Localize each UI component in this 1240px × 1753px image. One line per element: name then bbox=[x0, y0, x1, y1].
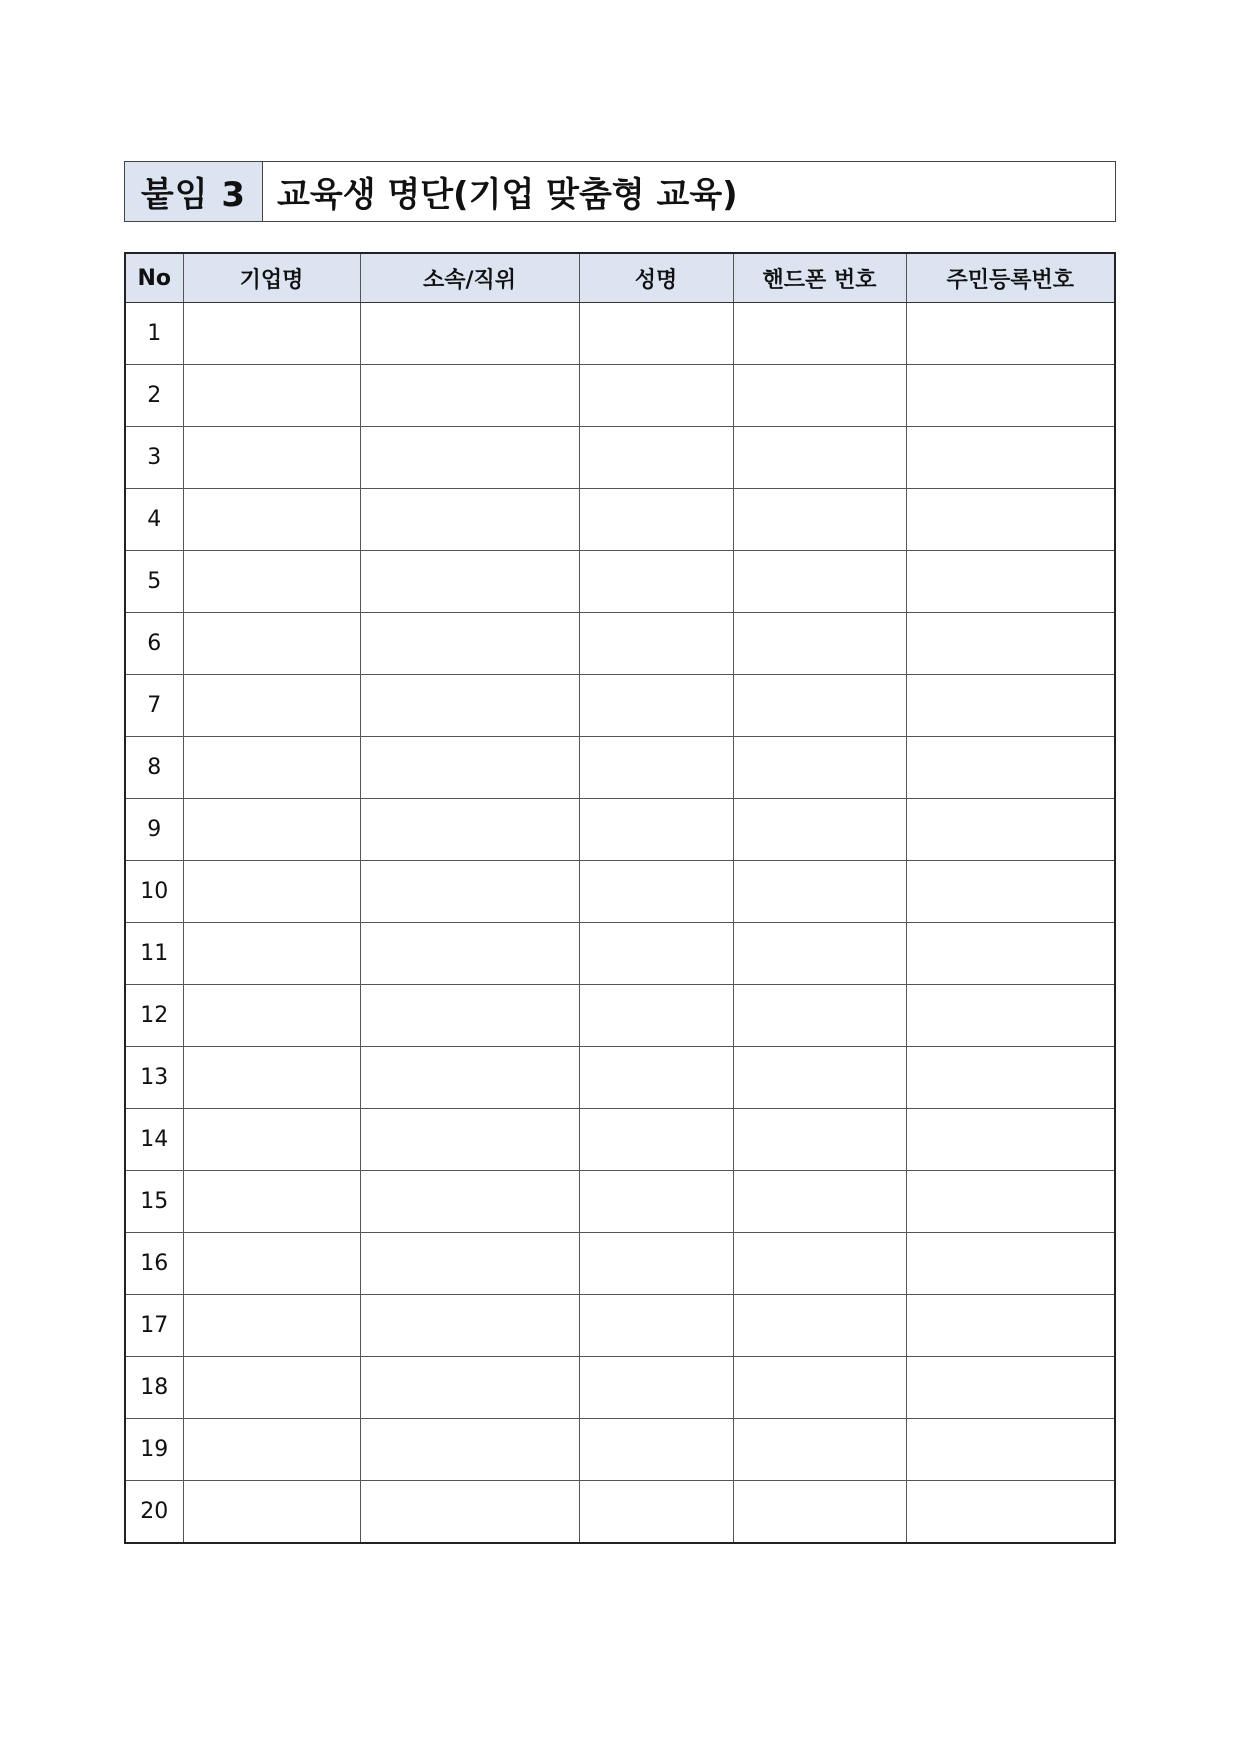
row-number: 1 bbox=[125, 303, 183, 365]
table-header-row bbox=[125, 253, 1115, 303]
cell-company[interactable] bbox=[183, 1233, 360, 1295]
row-number: 9 bbox=[125, 799, 183, 861]
cell-department-position[interactable] bbox=[360, 1295, 579, 1357]
row-number: 10 bbox=[125, 861, 183, 923]
cell-company[interactable] bbox=[183, 861, 360, 923]
row-number: 7 bbox=[125, 675, 183, 737]
table-row bbox=[125, 613, 1115, 675]
cell-department-position[interactable] bbox=[360, 489, 579, 551]
cell-resident-id[interactable] bbox=[906, 1295, 1115, 1357]
cell-phone[interactable] bbox=[733, 1357, 906, 1419]
row-number: 13 bbox=[125, 1047, 183, 1109]
cell-company[interactable] bbox=[183, 365, 360, 427]
cell-name[interactable] bbox=[579, 303, 733, 365]
cell-resident-id[interactable] bbox=[906, 923, 1115, 985]
table-row bbox=[125, 675, 1115, 737]
cell-phone[interactable] bbox=[733, 923, 906, 985]
cell-phone[interactable] bbox=[733, 551, 906, 613]
row-number: 20 bbox=[125, 1481, 183, 1544]
cell-name[interactable] bbox=[579, 1357, 733, 1419]
cell-resident-id[interactable] bbox=[906, 1419, 1115, 1481]
cell-department-position[interactable] bbox=[360, 1171, 579, 1233]
table-row bbox=[125, 985, 1115, 1047]
cell-resident-id[interactable] bbox=[906, 303, 1115, 365]
table-row bbox=[125, 1357, 1115, 1419]
cell-department-position[interactable] bbox=[360, 675, 579, 737]
header-phone: 핸드폰 번호 bbox=[733, 253, 906, 303]
document-title: 교육생 명단(기업 맞춤형 교육) bbox=[277, 175, 738, 215]
table-row bbox=[125, 1047, 1115, 1109]
cell-phone[interactable] bbox=[733, 861, 906, 923]
cell-name[interactable] bbox=[579, 489, 733, 551]
cell-name[interactable] bbox=[579, 1419, 733, 1481]
cell-name[interactable] bbox=[579, 1047, 733, 1109]
cell-company[interactable] bbox=[183, 985, 360, 1047]
cell-department-position[interactable] bbox=[360, 1419, 579, 1481]
row-number: 19 bbox=[125, 1419, 183, 1481]
cell-department-position[interactable] bbox=[360, 427, 579, 489]
trainee-roster-table bbox=[124, 252, 1116, 1544]
cell-phone[interactable] bbox=[733, 1295, 906, 1357]
cell-resident-id[interactable] bbox=[906, 365, 1115, 427]
cell-phone[interactable] bbox=[733, 1109, 906, 1171]
cell-resident-id[interactable] bbox=[906, 1357, 1115, 1419]
cell-resident-id[interactable] bbox=[906, 1109, 1115, 1171]
cell-company[interactable] bbox=[183, 1109, 360, 1171]
cell-resident-id[interactable] bbox=[906, 613, 1115, 675]
table-row bbox=[125, 1419, 1115, 1481]
cell-name[interactable] bbox=[579, 1481, 733, 1544]
cell-department-position[interactable] bbox=[360, 1047, 579, 1109]
row-number: 2 bbox=[125, 365, 183, 427]
cell-resident-id[interactable] bbox=[906, 427, 1115, 489]
cell-department-position[interactable] bbox=[360, 1233, 579, 1295]
cell-name[interactable] bbox=[579, 1233, 733, 1295]
header-name: 성명 bbox=[579, 253, 733, 303]
cell-name[interactable] bbox=[579, 365, 733, 427]
cell-company[interactable] bbox=[183, 427, 360, 489]
title-box bbox=[124, 161, 1116, 222]
table-row bbox=[125, 427, 1115, 489]
cell-department-position[interactable] bbox=[360, 1357, 579, 1419]
cell-name[interactable] bbox=[579, 923, 733, 985]
header-no: No bbox=[125, 253, 183, 303]
row-number: 4 bbox=[125, 489, 183, 551]
cell-company[interactable] bbox=[183, 1481, 360, 1544]
table-row bbox=[125, 1233, 1115, 1295]
table-row bbox=[125, 551, 1115, 613]
table-row bbox=[125, 923, 1115, 985]
table-row bbox=[125, 1481, 1115, 1544]
row-number: 6 bbox=[125, 613, 183, 675]
cell-company[interactable] bbox=[183, 1295, 360, 1357]
cell-phone[interactable] bbox=[733, 737, 906, 799]
cell-resident-id[interactable] bbox=[906, 489, 1115, 551]
cell-name[interactable] bbox=[579, 1295, 733, 1357]
cell-phone[interactable] bbox=[733, 799, 906, 861]
cell-resident-id[interactable] bbox=[906, 1171, 1115, 1233]
cell-phone[interactable] bbox=[733, 489, 906, 551]
header-department-position: 소속/직위 bbox=[360, 253, 579, 303]
cell-name[interactable] bbox=[579, 985, 733, 1047]
cell-department-position[interactable] bbox=[360, 985, 579, 1047]
cell-phone[interactable] bbox=[733, 1233, 906, 1295]
cell-company[interactable] bbox=[183, 551, 360, 613]
cell-department-position[interactable] bbox=[360, 365, 579, 427]
cell-company[interactable] bbox=[183, 1419, 360, 1481]
cell-name[interactable] bbox=[579, 613, 733, 675]
cell-department-position[interactable] bbox=[360, 799, 579, 861]
cell-name[interactable] bbox=[579, 1109, 733, 1171]
cell-company[interactable] bbox=[183, 303, 360, 365]
cell-phone[interactable] bbox=[733, 985, 906, 1047]
cell-company[interactable] bbox=[183, 737, 360, 799]
cell-phone[interactable] bbox=[733, 675, 906, 737]
table-row bbox=[125, 799, 1115, 861]
table-row bbox=[125, 861, 1115, 923]
cell-resident-id[interactable] bbox=[906, 1481, 1115, 1544]
cell-resident-id[interactable] bbox=[906, 861, 1115, 923]
cell-name[interactable] bbox=[579, 551, 733, 613]
cell-department-position[interactable] bbox=[360, 923, 579, 985]
table-row bbox=[125, 303, 1115, 365]
cell-department-position[interactable] bbox=[360, 1481, 579, 1544]
cell-company[interactable] bbox=[183, 799, 360, 861]
row-number: 11 bbox=[125, 923, 183, 985]
table-row bbox=[125, 1295, 1115, 1357]
row-number: 3 bbox=[125, 427, 183, 489]
cell-name[interactable] bbox=[579, 799, 733, 861]
header-resident-id: 주민등록번호 bbox=[906, 253, 1115, 303]
cell-company[interactable] bbox=[183, 489, 360, 551]
row-number: 14 bbox=[125, 1109, 183, 1171]
cell-department-position[interactable] bbox=[360, 613, 579, 675]
cell-department-position[interactable] bbox=[360, 1109, 579, 1171]
cell-phone[interactable] bbox=[733, 613, 906, 675]
cell-name[interactable] bbox=[579, 1171, 733, 1233]
cell-company[interactable] bbox=[183, 923, 360, 985]
header-company: 기업명 bbox=[183, 253, 360, 303]
cell-resident-id[interactable] bbox=[906, 1233, 1115, 1295]
cell-resident-id[interactable] bbox=[906, 551, 1115, 613]
cell-phone[interactable] bbox=[733, 303, 906, 365]
row-number: 18 bbox=[125, 1357, 183, 1419]
cell-company[interactable] bbox=[183, 1357, 360, 1419]
cell-name[interactable] bbox=[579, 861, 733, 923]
row-number: 17 bbox=[125, 1295, 183, 1357]
table-row bbox=[125, 489, 1115, 551]
cell-department-position[interactable] bbox=[360, 303, 579, 365]
cell-company[interactable] bbox=[183, 1171, 360, 1233]
cell-name[interactable] bbox=[579, 675, 733, 737]
cell-resident-id[interactable] bbox=[906, 799, 1115, 861]
cell-name[interactable] bbox=[579, 737, 733, 799]
cell-phone[interactable] bbox=[733, 427, 906, 489]
cell-resident-id[interactable] bbox=[906, 985, 1115, 1047]
table-body bbox=[125, 303, 1115, 1544]
row-number: 8 bbox=[125, 737, 183, 799]
cell-phone[interactable] bbox=[733, 1419, 906, 1481]
attachment-label: 붙임 3 bbox=[125, 162, 263, 221]
cell-department-position[interactable] bbox=[360, 861, 579, 923]
cell-phone[interactable] bbox=[733, 365, 906, 427]
cell-company[interactable] bbox=[183, 613, 360, 675]
cell-resident-id[interactable] bbox=[906, 737, 1115, 799]
table-row bbox=[125, 1171, 1115, 1233]
cell-resident-id[interactable] bbox=[906, 675, 1115, 737]
row-number: 15 bbox=[125, 1171, 183, 1233]
cell-phone[interactable] bbox=[733, 1171, 906, 1233]
row-number: 16 bbox=[125, 1233, 183, 1295]
cell-department-position[interactable] bbox=[360, 737, 579, 799]
cell-company[interactable] bbox=[183, 1047, 360, 1109]
row-number: 5 bbox=[125, 551, 183, 613]
table-row bbox=[125, 737, 1115, 799]
cell-company[interactable] bbox=[183, 675, 360, 737]
table-row bbox=[125, 365, 1115, 427]
cell-department-position[interactable] bbox=[360, 551, 579, 613]
cell-phone[interactable] bbox=[733, 1047, 906, 1109]
cell-resident-id[interactable] bbox=[906, 1047, 1115, 1109]
cell-name[interactable] bbox=[579, 427, 733, 489]
table-row bbox=[125, 1109, 1115, 1171]
row-number: 12 bbox=[125, 985, 183, 1047]
cell-phone[interactable] bbox=[733, 1481, 906, 1544]
